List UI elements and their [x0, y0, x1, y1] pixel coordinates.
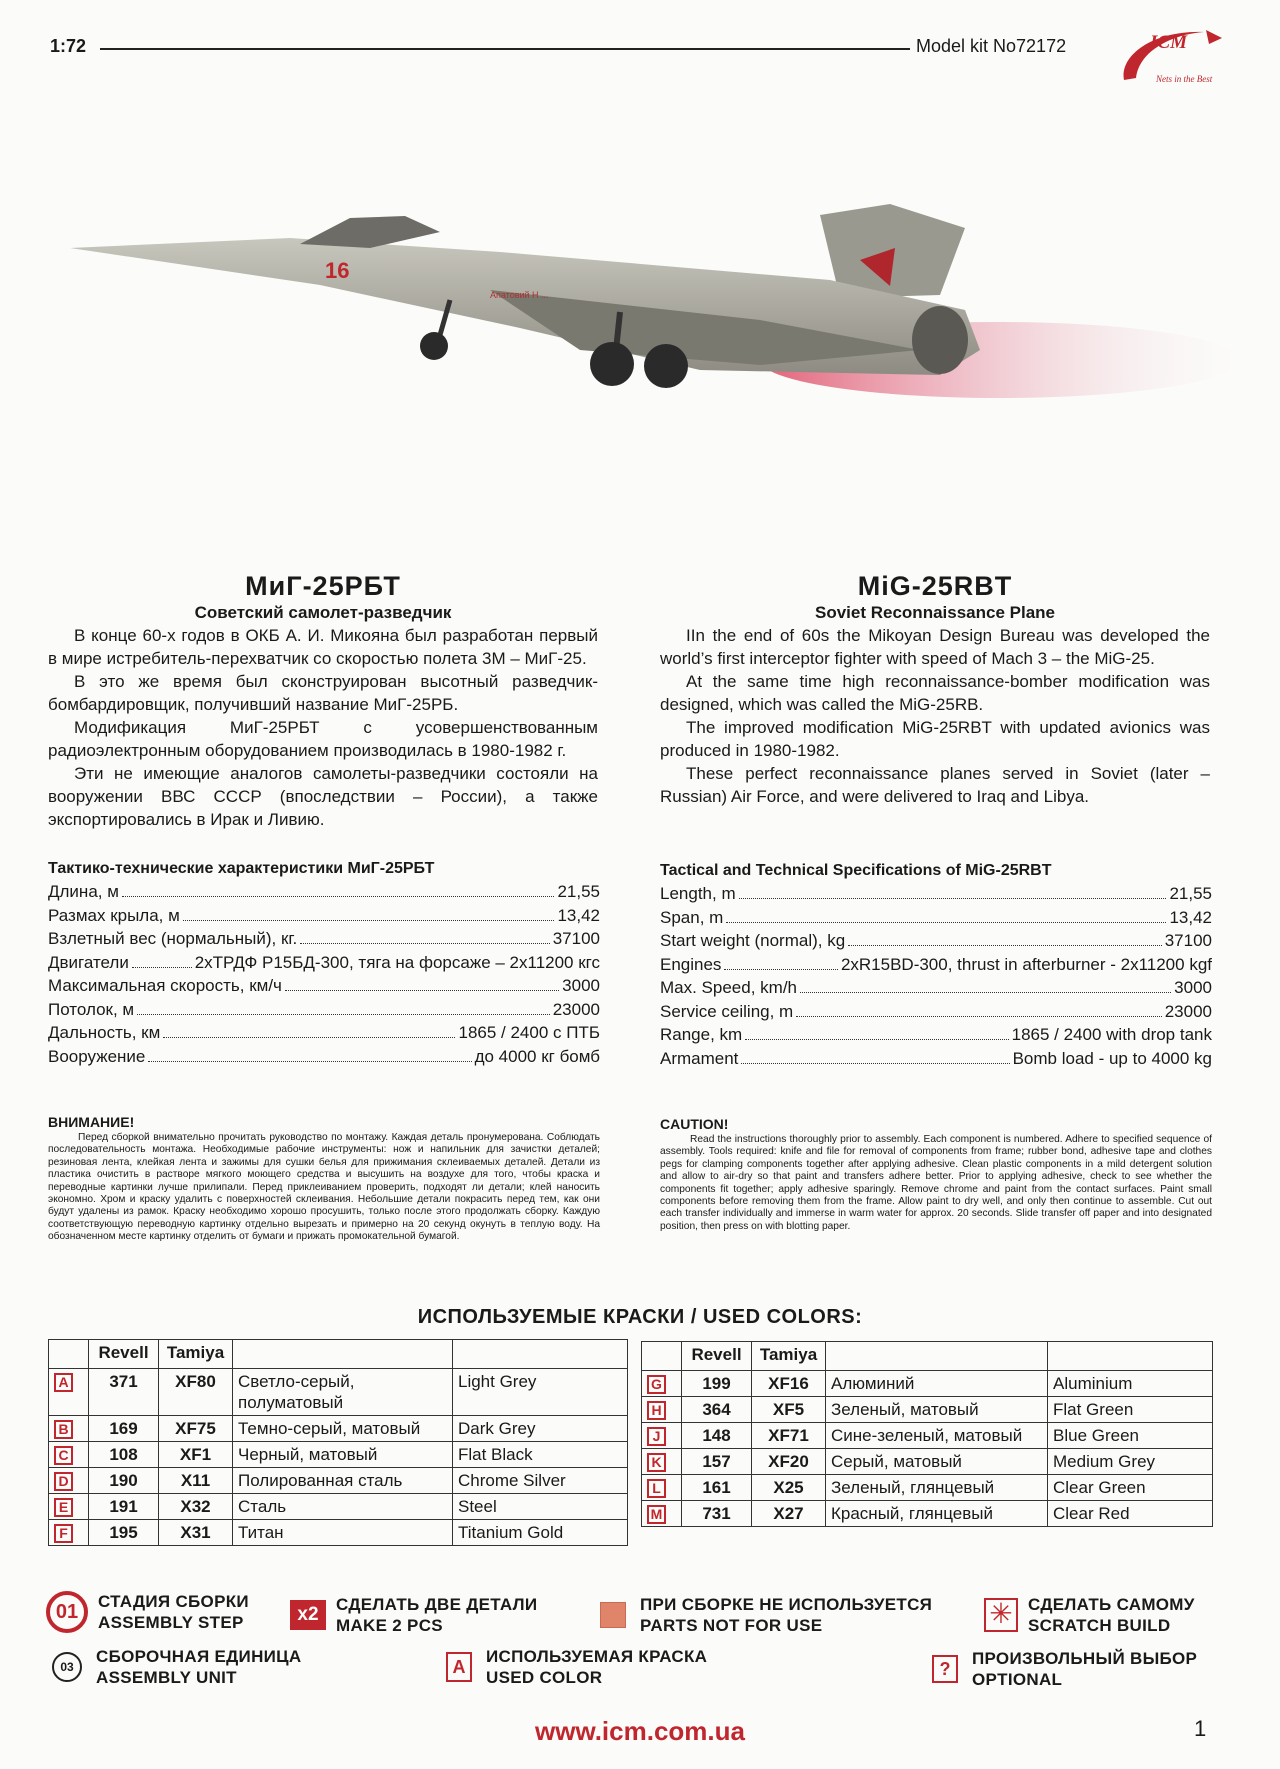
color-name-en: Clear Green	[1048, 1475, 1213, 1501]
en-caution-title: CAUTION!	[660, 1116, 729, 1132]
color-code-badge: J	[647, 1427, 666, 1446]
spec-row	[48, 1045, 600, 1069]
spec-label: Взлетный вес (нормальный), кг.	[48, 929, 298, 948]
color-name-en: Aluminium	[1048, 1371, 1213, 1397]
ru-specifications	[48, 860, 600, 1068]
tamiya-number: XF75	[159, 1416, 233, 1442]
spec-row	[660, 929, 1212, 953]
tamiya-number: X25	[752, 1475, 826, 1501]
make-two-icon: x2	[290, 1600, 326, 1630]
spec-row	[660, 882, 1212, 906]
revell-number: 199	[682, 1371, 752, 1397]
legend-label-ru: СБОРОЧНАЯ ЕДИНИЦА	[96, 1647, 302, 1666]
color-code-badge: E	[54, 1498, 73, 1517]
nose-lettering: Апатовий Н ...	[490, 290, 549, 300]
legend-label-en: OPTIONAL	[972, 1670, 1063, 1689]
color-name-en: Light Grey	[453, 1369, 628, 1416]
tamiya-number: X11	[159, 1468, 233, 1494]
spec-row	[660, 953, 1212, 977]
en-paragraph: At the same time high reconnaissance-bomber modification was designed, which was called the MiG-25RB.	[660, 672, 1210, 714]
header-rule	[100, 48, 910, 50]
spec-label: Дальность, км	[48, 1023, 161, 1042]
color-code-badge: H	[647, 1401, 666, 1420]
spec-row	[48, 998, 600, 1022]
spec-label: Range, km	[660, 1025, 743, 1044]
tamiya-number: X31	[159, 1520, 233, 1546]
spec-label: Max. Speed, km/h	[660, 978, 798, 997]
revell-number: 148	[682, 1423, 752, 1449]
revell-number: 371	[89, 1369, 159, 1416]
en-title: MiG-25RBT	[857, 571, 1013, 601]
russian-description	[48, 570, 598, 831]
spec-value: 37100	[1164, 931, 1212, 950]
spec-label: Span, m	[660, 907, 724, 927]
color-code-badge: M	[647, 1505, 666, 1524]
table-row	[642, 1423, 1213, 1449]
table-row	[49, 1442, 628, 1468]
spec-row	[660, 906, 1212, 930]
color-name-en: Flat Green	[1048, 1397, 1213, 1423]
legend-label-en: ASSEMBLY STEP	[98, 1613, 244, 1632]
tamiya-header: Tamiya	[752, 1342, 826, 1371]
color-name-ru: Темно-серый, матовый	[233, 1416, 453, 1442]
spec-row	[48, 880, 600, 904]
spec-row	[660, 976, 1212, 1000]
colors-table-right	[641, 1341, 1213, 1527]
legend-scratch-build	[984, 1594, 1195, 1636]
color-code-badge: D	[54, 1472, 73, 1491]
table-header-row	[49, 1340, 628, 1369]
legend-label-ru: ИСПОЛЬЗУЕМАЯ КРАСКА	[486, 1647, 708, 1666]
legend-label-en: SCRATCH BUILD	[1028, 1616, 1171, 1635]
spec-value: 23000	[552, 999, 600, 1019]
color-name-en: Blue Green	[1048, 1423, 1213, 1449]
spec-row	[660, 1000, 1212, 1024]
table-row	[642, 1397, 1213, 1423]
color-name-ru: Титан	[233, 1520, 453, 1546]
legend-assembly-step	[46, 1591, 249, 1633]
tamiya-number: XF71	[752, 1423, 826, 1449]
tamiya-header: Tamiya	[159, 1340, 233, 1369]
color-name-ru: Алюминий	[826, 1371, 1048, 1397]
optional-icon: ?	[932, 1655, 958, 1683]
table-row	[49, 1369, 628, 1416]
color-name-ru: Светло-серый, полуматовый	[233, 1369, 453, 1416]
legend-label-en: ASSEMBLY UNIT	[96, 1668, 237, 1687]
spec-label: Length, m	[660, 884, 736, 903]
table-row	[49, 1494, 628, 1520]
spec-label: Максимальная скорость, км/ч	[48, 976, 282, 995]
main-wheel-left	[590, 342, 634, 386]
spec-row	[48, 927, 600, 951]
tamiya-number: XF5	[752, 1397, 826, 1423]
icm-logo	[1114, 20, 1229, 95]
revell-number: 191	[89, 1494, 159, 1520]
color-name-en: Medium Grey	[1048, 1449, 1213, 1475]
table-row	[49, 1416, 628, 1442]
spec-label: Двигатели	[48, 952, 129, 972]
spec-value: 3000	[562, 976, 600, 995]
color-name-en: Flat Black	[453, 1442, 628, 1468]
page-number: 1	[1194, 1716, 1207, 1741]
color-name-ru: Сине-зеленый, матовый	[826, 1423, 1048, 1449]
tamiya-number: XF20	[752, 1449, 826, 1475]
tamiya-number: X27	[752, 1501, 826, 1527]
spec-value: 13,42	[1169, 907, 1212, 927]
spec-value: 37100	[552, 929, 600, 948]
table-row	[49, 1520, 628, 1546]
spec-value: 2хТРДФ Р15БД-300, тяга на форсаже – 2х11200 кгс	[194, 952, 600, 972]
legend-label-ru: СДЕЛАТЬ САМОМУ	[1028, 1595, 1195, 1614]
en-paragraph: The improved modification MiG-25RBT with updated avionics was produced in 1980-1982.	[660, 718, 1210, 760]
color-code-badge: G	[647, 1375, 666, 1394]
ru-caution	[48, 1114, 600, 1244]
spec-row	[48, 974, 600, 998]
color-name-ru: Сталь	[233, 1494, 453, 1520]
legend-make-two	[290, 1594, 537, 1636]
color-name-ru: Полированная сталь	[233, 1468, 453, 1494]
tamiya-number: XF1	[159, 1442, 233, 1468]
logo-tagline: Nets in the Best	[1156, 74, 1213, 84]
spec-row	[660, 1047, 1212, 1071]
tamiya-number: XF16	[752, 1371, 826, 1397]
legend-label-en: PARTS NOT FOR USE	[640, 1616, 823, 1635]
spec-value: 1865 / 2400 with drop tank	[1011, 1025, 1212, 1044]
en-caution	[660, 1116, 1212, 1233]
main-wheel-right	[644, 344, 688, 388]
spec-label: Длина, м	[48, 882, 119, 901]
ru-subtitle: Советский самолет-разведчик	[194, 603, 452, 622]
color-name-en: Chrome Silver	[453, 1468, 628, 1494]
color-code-badge: A	[54, 1373, 73, 1392]
revell-header: Revell	[89, 1340, 159, 1369]
spec-value: 3000	[1174, 978, 1212, 997]
nose-wheel	[420, 332, 448, 360]
spec-row	[48, 1021, 600, 1045]
color-name-ru: Зеленый, матовый	[826, 1397, 1048, 1423]
ru-paragraph: В конце 60-х годов в ОКБ А. И. Микояна был разработан первый в мире истребитель-перехватчик со скоростью полета 3М – МиГ-25.	[48, 626, 598, 668]
spec-label: Service ceiling, m	[660, 1001, 794, 1021]
mig-25-aircraft-image	[60, 200, 1270, 460]
legend-label-ru: ПРИ СБОРКЕ НЕ ИСПОЛЬЗУЕТСЯ	[640, 1595, 933, 1614]
parts-not-used-icon	[600, 1602, 626, 1628]
revell-number: 190	[89, 1468, 159, 1494]
en-specifications	[660, 862, 1212, 1070]
assembly-step-icon: 01	[46, 1591, 88, 1633]
en-paragraph: IIn the end of 60s the Mikoyan Design Bureau was developed the world’s first interceptor fighter with speed of Mach 3 – the MiG-25.	[660, 626, 1210, 668]
en-caution-text: Read the instructions thoroughly prior to assembly. Each component is numbered. Adhere to specified sequence of assembly. Tools required: knife and file for removal of components from frame; rubber bond, adhesive tape and clothes pegs for clamping components together after applying adhesive. Clean plastic components in a mild detergent solution and allow to air-dry so that paint and transfers adhere better. Prior to applying adhesive, check to see whether the components fit together; apply adhesive sparingly. Remove chrome and paint from the contact surfaces. Paint small components before removing them from the frame. Allow paint to dry well, and only then continue to assemble. Cut out each transfer individually and immerse in warm water for approx. 20 seconds. Slide transfer off paper and into designated position, then press on with blotting paper.	[660, 1134, 1212, 1232]
spec-value: 23000	[1164, 1001, 1212, 1021]
ru-paragraph: Эти не имеющие аналогов самолеты-разведчики состояли на вооружении ВВС СССР (впоследствии – России), а также экспортировались в Ирак и Ливию.	[48, 764, 598, 829]
scratch-build-icon: ✳	[984, 1598, 1018, 1632]
spec-row	[48, 904, 600, 928]
used-color-icon: A	[446, 1652, 472, 1682]
legend-used-color	[446, 1646, 707, 1688]
table-row	[642, 1475, 1213, 1501]
color-code-badge: F	[54, 1524, 73, 1543]
spec-row	[660, 1023, 1212, 1047]
ru-paragraph: Модификация МиГ-25РБТ с усовершенствованным радиоэлектронным оборудованием производилась в 1980-1982 г.	[48, 718, 598, 760]
spec-label: Потолок, м	[48, 999, 135, 1019]
table-row	[49, 1468, 628, 1494]
spec-label: Размах крыла, м	[48, 905, 180, 925]
color-code-badge: B	[54, 1420, 73, 1439]
scale-label: 1:72	[50, 36, 87, 56]
spec-value: 21,55	[1169, 884, 1212, 903]
side-number: 16	[325, 258, 350, 283]
legend-label-ru: СТАДИЯ СБОРКИ	[98, 1592, 249, 1611]
used-colors-title: ИСПОЛЬЗУЕМЫЕ КРАСКИ / USED COLORS:	[417, 1306, 863, 1328]
legend-label-ru: СДЕЛАТЬ ДВЕ ДЕТАЛИ	[336, 1595, 538, 1614]
spec-label: Вооружение	[48, 1046, 146, 1066]
tamiya-number: X32	[159, 1494, 233, 1520]
revell-number: 169	[89, 1416, 159, 1442]
ru-caution-text: Перед сборкой внимательно прочитать руководство по монтажу. Каждая деталь пронумерована. Соблюдать последовательность монтажа. Необходимые рабочие инструменты: нож и напильник для зачистки деталей; резиновая лента, клейкая лента и зажимы для сушки белья для прижимания склеиваемых деталей. Детали из пластика очистить в растворе мягкого моющего средства и высушить на воздухе для того, чтобы краска и переводные картинки лучше прилипали. Перед приклеиванием проверить, подходят ли детали; клей наносить экономно. Хром и краску удалить с поверхностей склеивания. Небольшие детали покрасить перед тем, как они будут удалены из рамок. Краску необходимо хорошо просушить, только после этого продолжать сборку. Каждую соответствующую переводную картинку отдельно вырезать и примерно на 20 секунд окунуть в теплую воду. На обозначенном месте картинку отделить от бумаги и прижать промокательной бумагой.	[48, 1132, 600, 1243]
spec-label: Start weight (normal), kg	[660, 931, 846, 950]
spec-value: 21,55	[557, 882, 600, 901]
legend-assembly-unit	[52, 1646, 301, 1688]
table-row	[642, 1371, 1213, 1397]
header-bar	[0, 30, 1280, 70]
ru-paragraph: В это же время был сконструирован высотный разведчик-бомбардировщик, получивший название МиГ-25РБ.	[48, 672, 598, 714]
en-subtitle: Soviet Reconnaissance Plane	[815, 603, 1055, 622]
revell-number: 195	[89, 1520, 159, 1546]
spec-value: Bomb load - up to 4000 kg	[1012, 1048, 1212, 1068]
table-row	[642, 1501, 1213, 1527]
revell-number: 108	[89, 1442, 159, 1468]
color-code-badge: K	[647, 1453, 666, 1472]
kit-number: Model kit No72172	[916, 36, 1067, 56]
revell-number: 364	[682, 1397, 752, 1423]
revell-number: 731	[682, 1501, 752, 1527]
color-name-en: Titanium Gold	[453, 1520, 628, 1546]
ru-caution-title: ВНИМАНИЕ!	[48, 1114, 135, 1130]
ru-title: МиГ-25РБТ	[245, 571, 401, 601]
color-code-badge: C	[54, 1446, 73, 1465]
website-link[interactable]: www.icm.com.ua	[535, 1716, 745, 1746]
table-row	[642, 1449, 1213, 1475]
en-paragraph: These perfect reconnaissance planes served in Soviet (later – Russian) Air Force, and were delivered to Iraq and Libya.	[660, 764, 1210, 806]
color-name-ru: Черный, матовый	[233, 1442, 453, 1468]
spec-label: Armament	[660, 1048, 739, 1068]
table-header-row	[642, 1342, 1213, 1371]
spec-value: 1865 / 2400 с ПТБ	[458, 1023, 600, 1042]
colors-table-left	[48, 1339, 628, 1546]
ru-spec-title: Тактико-технические характеристики МиГ-25РБТ	[48, 860, 435, 877]
spec-row	[48, 951, 600, 975]
tamiya-number: XF80	[159, 1369, 233, 1416]
en-spec-title: Tactical and Technical Specifications of MiG-25RBT	[660, 862, 1052, 879]
spec-label: Engines	[660, 954, 722, 974]
assembly-unit-icon: 03	[52, 1652, 82, 1682]
canopy	[300, 216, 440, 248]
spec-value: 13,42	[557, 905, 600, 925]
english-description	[660, 570, 1210, 808]
legend-label-en: USED COLOR	[486, 1668, 603, 1687]
legend-not-used	[600, 1594, 932, 1636]
spec-value: 2xR15BD-300, thrust in afterburner - 2x11200 kgf	[840, 954, 1212, 974]
revell-header: Revell	[682, 1342, 752, 1371]
logo-word: ICM	[1150, 32, 1187, 53]
color-name-ru: Красный, глянцевый	[826, 1501, 1048, 1527]
color-name-en: Dark Grey	[453, 1416, 628, 1442]
legend-label-en: MAKE 2 PCS	[336, 1616, 443, 1635]
color-name-ru: Зеленый, глянцевый	[826, 1475, 1048, 1501]
color-name-en: Clear Red	[1048, 1501, 1213, 1527]
spec-value: до 4000 кг бомб	[474, 1046, 600, 1066]
revell-number: 161	[682, 1475, 752, 1501]
legend-optional	[932, 1648, 1197, 1690]
color-code-badge: L	[647, 1479, 666, 1498]
color-name-en: Steel	[453, 1494, 628, 1520]
color-name-ru: Серый, матовый	[826, 1449, 1048, 1475]
legend-label-ru: ПРОИЗВОЛЬНЫЙ ВЫБОР	[972, 1649, 1198, 1668]
revell-number: 157	[682, 1449, 752, 1475]
